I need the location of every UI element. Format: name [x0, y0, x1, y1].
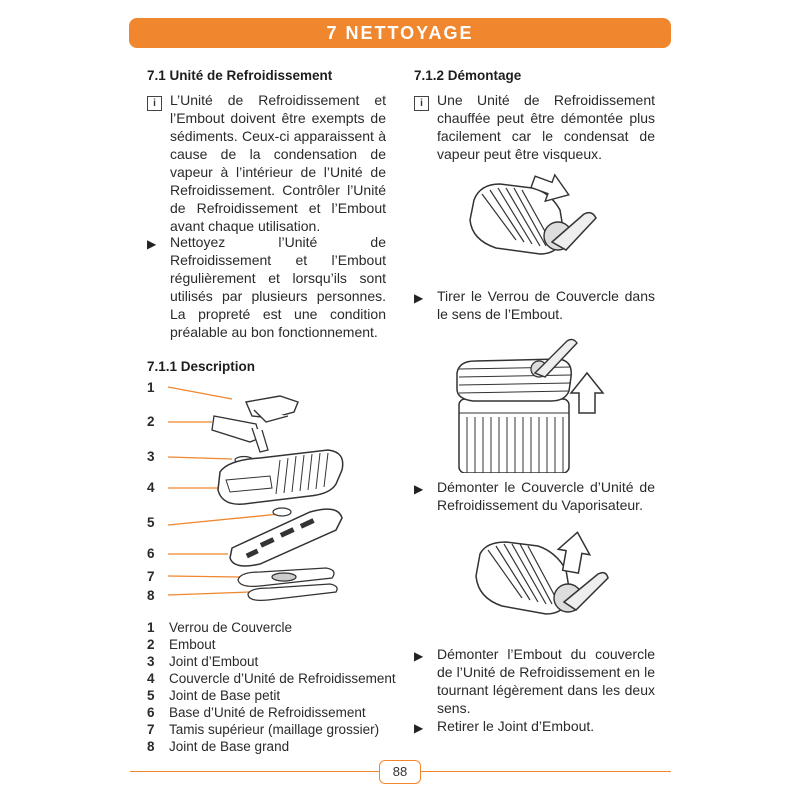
chapter-banner — [129, 18, 671, 48]
info-icon-letter: i — [420, 98, 423, 109]
legend-number: 5 — [147, 688, 155, 703]
illustration-pull-latch — [460, 170, 610, 270]
info-paragraph — [437, 91, 655, 163]
info-paragraph-text: L’Unité de Refroidissement et l’Embout doivent être exempts de sédiments. Ceux-ci apparaissent à cause de la condensation de vapeur à l’intérieur de l’Unité de Refroidissement. Contrôler l’Unité de Refroidissement et l’Embout avant chaque utilisation. — [170, 92, 386, 234]
legend-number: 7 — [147, 722, 155, 737]
step-4-text: Retirer le Joint d’Embout. — [437, 718, 595, 734]
step-3-text: Démonter l’Embout du couvercle de l’Unité de Refroidissement en le tournant légèrement dans les deux sens. — [437, 646, 655, 716]
legend-label: Joint de Base petit — [169, 688, 281, 703]
legend-item — [147, 670, 396, 687]
legend-item — [147, 619, 396, 636]
callout-7: 7 — [147, 569, 155, 584]
legend-item — [147, 704, 396, 721]
bullet-arrow-icon: ▶ — [414, 649, 424, 663]
chapter-title: 7 NETTOYAGE — [326, 22, 474, 43]
callout-6: 6 — [147, 546, 155, 561]
legend-item — [147, 721, 396, 738]
callout-8: 8 — [147, 588, 155, 603]
info-icon — [147, 96, 162, 111]
bullet-arrow-icon: ▶ — [414, 291, 424, 305]
step-4 — [437, 717, 655, 735]
bullet-arrow-icon: ▶ — [147, 237, 157, 251]
legend-number: 8 — [147, 739, 155, 754]
legend-number: 4 — [147, 671, 155, 686]
parts-legend — [147, 619, 396, 755]
info-paragraph — [170, 91, 386, 235]
info-icon — [414, 96, 429, 111]
bullet-paragraph — [170, 233, 386, 341]
legend-item — [147, 653, 396, 670]
legend-label: Joint d’Embout — [169, 654, 259, 669]
info-paragraph-text: Une Unité de Refroidissement chauffée peut être démontée plus facilement car le condensat de vapeur peut être visqueux. — [437, 92, 655, 162]
legend-number: 1 — [147, 620, 155, 635]
legend-item — [147, 687, 396, 704]
legend-number: 3 — [147, 654, 155, 669]
legend-item — [147, 636, 396, 653]
legend-number: 2 — [147, 637, 155, 652]
legend-item — [147, 738, 396, 755]
callout-5: 5 — [147, 515, 155, 530]
legend-label: Tamis supérieur (maillage grossier) — [169, 722, 380, 737]
footer-line-left — [130, 771, 379, 772]
upper-screen-part — [238, 568, 334, 586]
callout-3: 3 — [147, 449, 155, 464]
section-heading: 7.1 Unité de Refroidissement — [147, 68, 333, 83]
lid-latch-part — [246, 396, 298, 422]
legend-label: Joint de Base grand — [169, 739, 290, 754]
small-base-seal-part — [273, 508, 291, 516]
info-icon-letter: i — [153, 98, 156, 109]
illustration-remove-lid — [455, 333, 615, 473]
step-1-text: Tirer le Verrou de Couvercle dans le sens de l’Embout. — [437, 288, 655, 322]
mouthpiece-part — [212, 416, 268, 452]
legend-label: Verrou de Couvercle — [169, 620, 293, 635]
legend-label: Couvercle d’Unité de Refroidissement — [169, 671, 396, 686]
disassembly-heading: 7.1.2 Démontage — [414, 68, 522, 83]
footer-line-right — [421, 771, 671, 772]
step-2-text: Démonter le Couvercle d’Unité de Refroidissement du Vaporisateur. — [437, 479, 655, 513]
step-1 — [437, 287, 655, 323]
bullet-paragraph-text: Nettoyez l’Unité de Refroidissement et l’Embout régulièrement et lorsqu’ils sont utilisés par plusieurs personnes. La propreté est une condition préalable au bon fonctionnement. — [170, 234, 386, 340]
bullet-arrow-icon: ▶ — [414, 482, 424, 496]
step-3 — [437, 645, 655, 717]
legend-number: 6 — [147, 705, 155, 720]
description-heading: 7.1.1 Description — [147, 359, 256, 374]
callout-2: 2 — [147, 414, 155, 429]
step-2 — [437, 478, 655, 514]
bullet-arrow-icon: ▶ — [414, 721, 424, 735]
illustration-remove-mouthpiece — [470, 528, 620, 628]
legend-label: Base d’Unité de Refroidissement — [169, 705, 366, 720]
exploded-diagram — [160, 380, 360, 610]
callout-1: 1 — [147, 380, 155, 395]
legend-label: Embout — [169, 637, 216, 652]
page-number-text: 88 — [392, 764, 408, 779]
callout-4: 4 — [147, 480, 155, 495]
page-number — [379, 760, 421, 784]
